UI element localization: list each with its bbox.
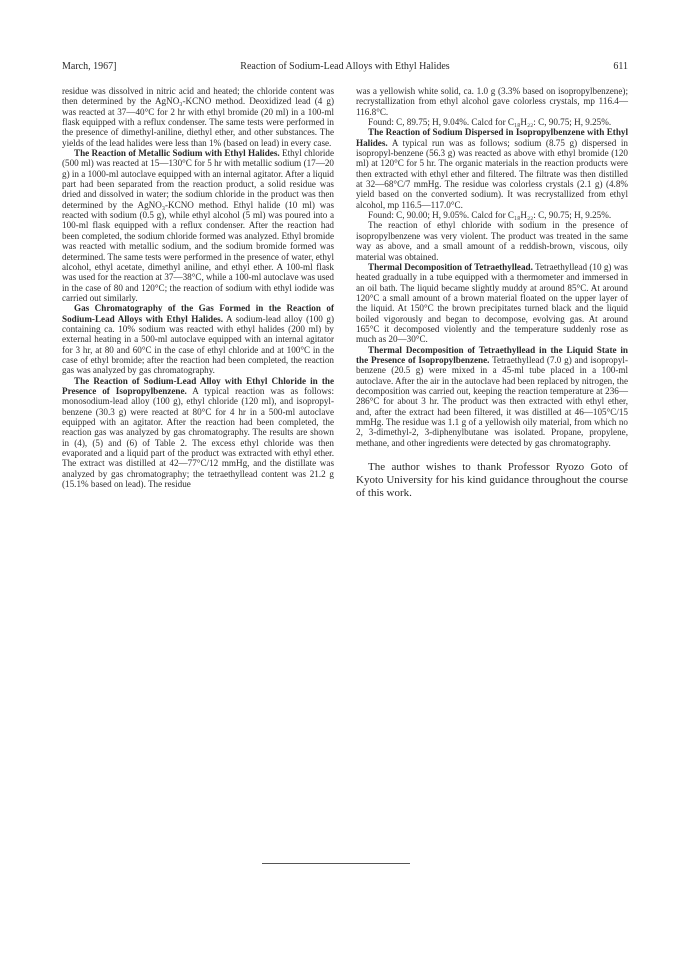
running-header	[62, 60, 628, 74]
paragraph: Found: C, 89.75; H, 9.04%. Calcd for C₁₈H₂₂: C, 90.75; H, 9.25%.	[368, 117, 612, 128]
paragraph-body: A typical reaction was as follows: monosodium-lead alloy (100 g), ethyl chloride (120 ml), and isopropyl-benzene (30.3 g) were reacted at 80°C for 4 hr in a 500-ml autoclave equipped with an agitator. After the reaction had been completed, the reaction gas was analyzed by gas chromatography. The results are shown in (4), (5) and (6) of Table 2. The excess ethyl chloride was then evaporated and a liquid part of the product was extracted with ethyl ether. The extract was distilled at 42—77°C/12 mmHg, and the distillate was analyzed by gas chromatography; the tetraethyllead content was 21.2 g (15.1% based on lead). The residue	[62, 385, 335, 490]
paragraph	[356, 262, 628, 345]
left-column	[62, 86, 334, 489]
section-heading: The Reaction of Sodium Dispersed in Isopropylbenzene with Ethyl Halides.	[356, 127, 628, 148]
end-rule	[262, 863, 410, 864]
paragraph	[62, 376, 334, 490]
paragraph: The reaction of ethyl chloride with sodium in the presence of isopropylbenzene was very violent. The product was treated in the same way as above, and a small amount of a reddish-brown, viscous, oily material was obtained.	[356, 220, 628, 262]
header-date: March, 1967]	[62, 61, 117, 72]
section-heading: Gas Chromatography of the Gas Formed in the Reaction of Sodium-Lead Alloys with Ethyl Halides.	[62, 303, 334, 324]
paragraph: Found: C, 90.00; H, 9.05%. Calcd for C₁₈H₂₂: C, 90.75; H, 9.25%.	[368, 210, 612, 221]
section-heading: The Reaction of Metallic Sodium with Ethyl Halides.	[74, 148, 280, 159]
paragraph-body: Tetraethyllead (10 g) was heated gradually in a tube equipped with a thermometer and immersed in an oil bath. The liquid became slightly muddy at around 85°C. At around 120°C a small amount of a brown material floated on the upper layer of the liquid. At 150°C the brown precipitates turned black and the liquid boiled vigorously and began to decompose, evolving gas. At around 165°C it decomposed violently and the temperature suddenly rose as much as 20—30°C.	[356, 261, 628, 345]
paragraph-body: A sodium-lead alloy (100 g) containing ca. 10% sodium was reacted with ethyl halides (200 ml) by external heating in a 500-ml autoclave equipped with an internal agitator for 3 hr, at 80 and 60°C in the case of ethyl chloride and at 100°C in the case of ethyl bromide; after the reaction had been completed, the reaction gas was analyzed by gas chromatography.	[62, 313, 335, 376]
paragraph: residue was dissolved in nitric acid and heated; the chloride content was then determined by the AgNO₃-KCNO method. Deoxidized lead (4 g) was reacted at 37—40°C for 2 hr with ethyl bromide (20 ml) in a 100-ml flask equipped with a reflux condenser. The same tests were performed in the presence of dimethyl-aniline, diethyl ether, and other substances. The yields of the lead halides were less than 1% (based on lead) in every case.	[62, 86, 334, 148]
section-heading: Thermal Decomposition of Tetraethyllead in the Liquid State in the Presence of Isopropylbenzene.	[356, 344, 628, 365]
paragraph-body: Ethyl chloride (500 ml) was reacted at 15—130°C for 5 hr with metallic sodium (17—20 g) in a 1000-ml autoclave equipped with an internal agitator. After a liquid part had been separated from the reaction product, a solid residue was dried and dissolved in water; the sodium chloride in the product was then determined by the AgNO₃-KCNO method. Ethyl halide (10 ml) was reacted with sodium (0.5 g), while ethyl alcohol (5 ml) was poured into a 100-ml flask equipped with a reflux condenser. After the reaction had been completed, the sodium chloride formed was analyzed. Ethyl bromide was reacted with metallic sodium, and the sodium bromide formed was determined. The same tests were performed in the presence of water, ethyl alcohol, ethyl acetate, dimethyl aniline, and ethyl ether. A 100-ml flask was used for the reaction at 37—38°C, while a 100-ml autoclave was used in the case of 80 and 120°C; the reaction of sodium with ethyl iodide was carried out similarly.	[62, 148, 335, 303]
paragraph	[356, 127, 628, 210]
paragraph-body: A typical run was as follows; sodium (8.75 g) dispersed in isopropyl-benzene (56.3 g) was reacted as above with ethyl bromide (120 ml) at 120°C for 5 hr. The organic materials in the reaction products were then extracted with ethyl ether and filtered. The filtrate was then distilled at 32—68°C/7 mmHg. The residue was colorless crystals (2.1 g) (4.8% yield based on the converted sodium). It was recrystallized from ethyl alcohol, mp 116.5—117.0°C.	[356, 137, 628, 210]
paragraph	[62, 148, 334, 303]
paragraph-body: Tetraethyllead (7.0 g) and isopropyl-benzene (20.5 g) were mixed in a 45-ml tube placed in a 100-ml autoclave. After the air in the autoclave had been replaced by nitrogen, the decomposition was carried out, keeping the reaction temperature at 236—286°C for about 3 hr. The product was then extracted with ethyl ether, and, after the extract had been filtered, it was distilled at 46—105°C/15 mmHg. The residue was 1.1 g of a yellowish oily material, from which no 2, 3-dimethyl-2, 3-diphenylbutane was isolated. Propane, propylene, methane, and other ingredients were detected by gas chromatography.	[356, 354, 628, 448]
paragraph	[356, 345, 628, 448]
paragraph	[62, 303, 334, 375]
header-running-title: Reaction of Sodium-Lead Alloys with Ethyl Halides	[240, 61, 450, 72]
acknowledgment: The author wishes to thank Professor Ryozo Goto of Kyoto University for his kind guidance throughout the course of this work.	[356, 461, 628, 500]
paragraph: was a yellowish white solid, ca. 1.0 g (3.3% based on isopropylbenzene); recrystallization from ethyl alcohol gave colorless crystals, mp 116.4—116.8°C.	[356, 86, 628, 117]
section-heading: Thermal Decomposition of Tetraethyllead.	[368, 261, 533, 272]
right-column	[356, 86, 628, 500]
page-number: 611	[613, 61, 628, 72]
section-heading: The Reaction of Sodium-Lead Alloy with Ethyl Chloride in the Presence of Isopropylbenzene.	[62, 375, 334, 396]
